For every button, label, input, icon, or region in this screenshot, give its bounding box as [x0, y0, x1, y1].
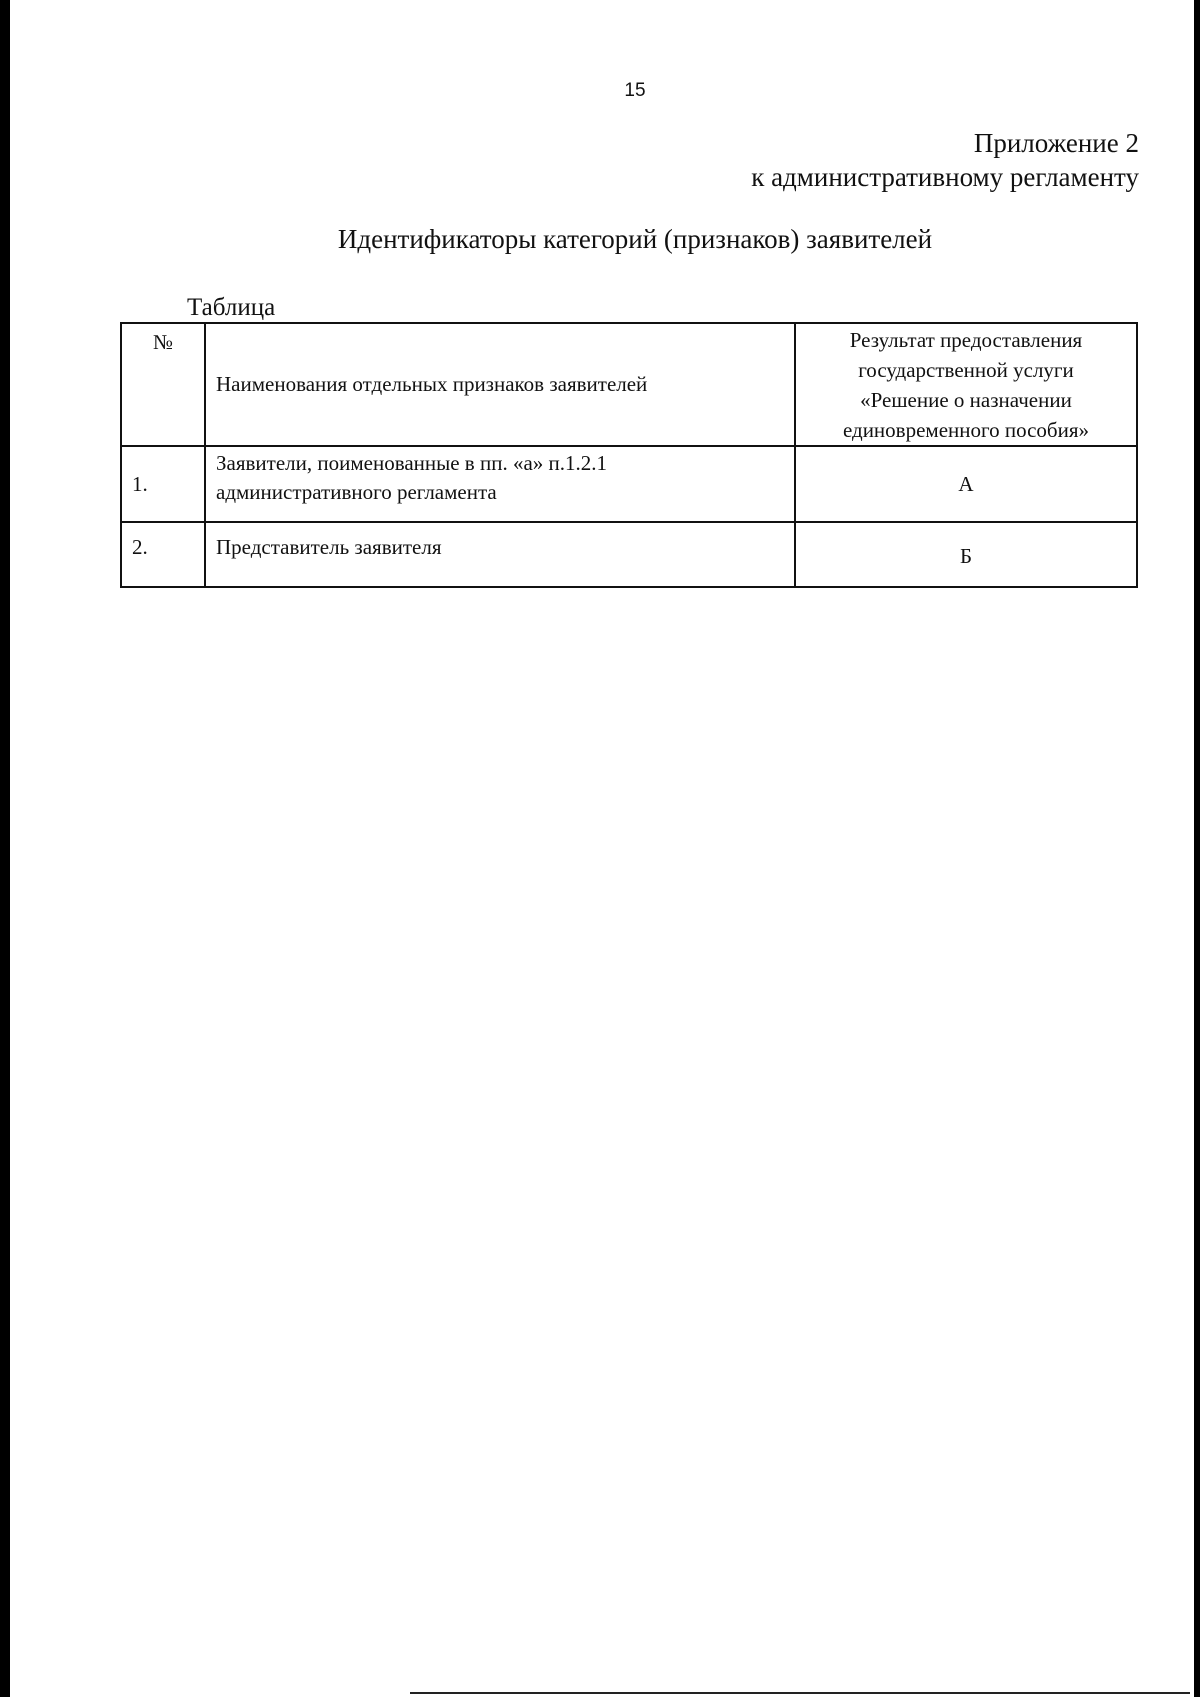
header-result-line: Результат предоставления [849, 327, 1083, 352]
row-name-cell [205, 522, 795, 587]
table-caption: Таблица [187, 294, 276, 321]
appendix-reference [751, 126, 1139, 194]
table-row [121, 446, 1137, 522]
row-name-line: административного регламента [216, 480, 497, 504]
scan-edge-bottom [410, 1692, 1190, 1694]
row-name-line: Заявители, поименованные в пп. «а» п.1.2.1 [216, 451, 608, 475]
row-result-cell [795, 522, 1137, 587]
header-name [205, 323, 795, 446]
appendix-line-1: Приложение 2 [973, 128, 1139, 158]
row-number: 1. [132, 471, 148, 496]
table-header-row [121, 323, 1137, 446]
header-number [121, 323, 205, 446]
header-number-label: № [152, 330, 174, 354]
applicant-categories-table [120, 322, 1138, 588]
document-title: Идентификаторы категорий (признаков) заявителей [337, 224, 933, 254]
row-result: Б [959, 544, 973, 568]
row-result: А [958, 471, 974, 496]
header-result-line: единовременного пособия» [842, 417, 1090, 442]
row-number-cell [121, 446, 205, 522]
row-name-cell [205, 446, 795, 522]
header-result-line: государственной услуги [858, 357, 1074, 382]
header-result [795, 323, 1137, 446]
row-name-line: Представитель заявителя [216, 535, 442, 559]
row-result-cell [795, 446, 1137, 522]
row-number-cell [121, 522, 205, 587]
page-number: 15 [624, 80, 646, 101]
header-name-label: Наименования отдельных признаков заявителей [216, 372, 648, 396]
header-result-line: «Решение о назначении [860, 387, 1072, 412]
table-row [121, 522, 1137, 587]
row-number: 2. [132, 535, 148, 559]
appendix-line-2: к административному регламенту [751, 162, 1139, 192]
